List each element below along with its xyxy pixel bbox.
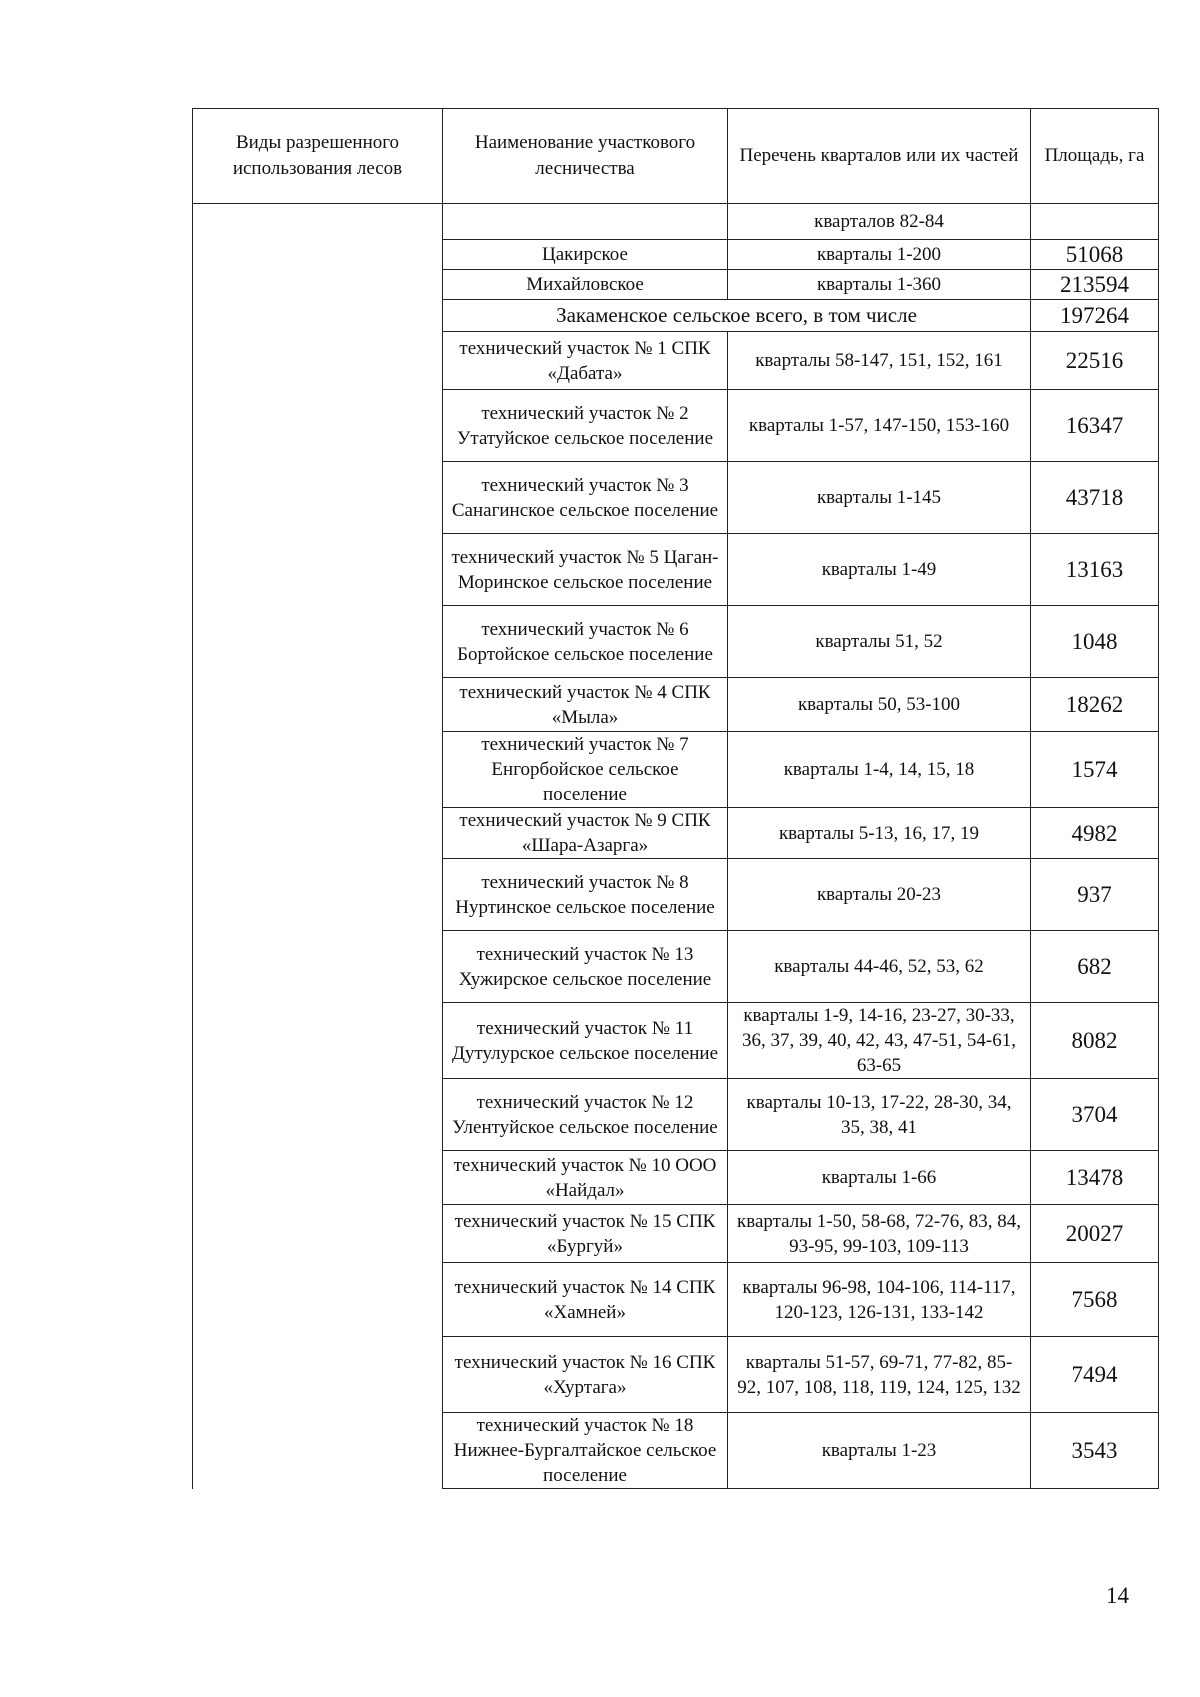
area-cell: 13478 bbox=[1031, 1151, 1159, 1205]
area-cell: 213594 bbox=[1031, 270, 1159, 300]
forestry-name-cell: технический участок № 18 Нижнее-Бургалтайское сельское поселение bbox=[443, 1413, 728, 1489]
forestry-name-cell: технический участок № 8 Нуртинское сельское поселение bbox=[443, 859, 728, 931]
usage-type-cell bbox=[193, 204, 443, 1489]
forestry-name-cell: технический участок № 2 Утатуйское сельское поселение bbox=[443, 390, 728, 462]
area-cell: 197264 bbox=[1031, 300, 1159, 332]
table-row bbox=[193, 204, 1159, 240]
quarters-cell: кварталы 44-46, 52, 53, 62 bbox=[728, 931, 1031, 1003]
quarters-cell: кварталы 1-200 bbox=[728, 240, 1031, 270]
area-cell: 8082 bbox=[1031, 1003, 1159, 1079]
forestry-name-cell: Михайловское bbox=[443, 270, 728, 300]
forestry-name-cell: технический участок № 15 СПК «Бургуй» bbox=[443, 1205, 728, 1263]
area-cell: 3704 bbox=[1031, 1079, 1159, 1151]
quarters-cell: кварталы 1-9, 14-16, 23-27, 30-33, 36, 37, 39, 40, 42, 43, 47-51, 54-61, 63-65 bbox=[728, 1003, 1031, 1079]
area-cell: 13163 bbox=[1031, 534, 1159, 606]
area-cell: 51068 bbox=[1031, 240, 1159, 270]
area-cell bbox=[1031, 204, 1159, 240]
table-body bbox=[193, 204, 1159, 1489]
quarters-cell: кварталы 1-50, 58-68, 72-76, 83, 84, 93-95, 99-103, 109-113 bbox=[728, 1205, 1031, 1263]
quarters-cell: кварталы 1-66 bbox=[728, 1151, 1031, 1205]
forestry-name-cell: Цакирское bbox=[443, 240, 728, 270]
forestry-total-cell: Закаменское сельское всего, в том числе bbox=[443, 300, 1031, 332]
quarters-cell: кварталы 5-13, 16, 17, 19 bbox=[728, 808, 1031, 859]
area-cell: 3543 bbox=[1031, 1413, 1159, 1489]
quarters-cell: кварталы 58-147, 151, 152, 161 bbox=[728, 332, 1031, 390]
forestry-name-cell: технический участок № 4 СПК «Мыла» bbox=[443, 678, 728, 732]
area-cell: 4982 bbox=[1031, 808, 1159, 859]
quarters-cell: кварталы 96-98, 104-106, 114-117, 120-123, 126-131, 133-142 bbox=[728, 1263, 1031, 1337]
quarters-cell: кварталов 82-84 bbox=[728, 204, 1031, 240]
header-area: Площадь, га bbox=[1031, 109, 1159, 204]
forestry-name-cell: технический участок № 14 СПК «Хамней» bbox=[443, 1263, 728, 1337]
forestry-name-cell: технический участок № 7 Енгорбойское сельское поселение bbox=[443, 732, 728, 808]
quarters-cell: кварталы 1-4, 14, 15, 18 bbox=[728, 732, 1031, 808]
area-cell: 937 bbox=[1031, 859, 1159, 931]
quarters-cell: кварталы 1-145 bbox=[728, 462, 1031, 534]
quarters-cell: кварталы 20-23 bbox=[728, 859, 1031, 931]
forestry-name-cell: технический участок № 12 Улентуйское сельское поселение bbox=[443, 1079, 728, 1151]
forestry-name-cell: технический участок № 6 Бортойское сельское поселение bbox=[443, 606, 728, 678]
quarters-cell: кварталы 1-49 bbox=[728, 534, 1031, 606]
quarters-cell: кварталы 1-360 bbox=[728, 270, 1031, 300]
quarters-cell: кварталы 51, 52 bbox=[728, 606, 1031, 678]
header-quarters-list: Перечень кварталов или их частей bbox=[728, 109, 1031, 204]
area-cell: 43718 bbox=[1031, 462, 1159, 534]
header-forestry-name: Наименование участкового лесничества bbox=[443, 109, 728, 204]
area-cell: 20027 bbox=[1031, 1205, 1159, 1263]
forest-use-table bbox=[192, 108, 1159, 1489]
area-cell: 18262 bbox=[1031, 678, 1159, 732]
area-cell: 22516 bbox=[1031, 332, 1159, 390]
area-cell: 16347 bbox=[1031, 390, 1159, 462]
forestry-name-cell: технический участок № 3 Санагинское сельское поселение bbox=[443, 462, 728, 534]
forestry-name-cell: технический участок № 11 Дутулурское сельское поселение bbox=[443, 1003, 728, 1079]
quarters-cell: кварталы 1-57, 147-150, 153-160 bbox=[728, 390, 1031, 462]
area-cell: 7494 bbox=[1031, 1337, 1159, 1413]
area-cell: 682 bbox=[1031, 931, 1159, 1003]
page-number: 14 bbox=[1106, 1583, 1129, 1608]
area-cell: 1048 bbox=[1031, 606, 1159, 678]
quarters-cell: кварталы 10-13, 17-22, 28-30, 34, 35, 38, 41 bbox=[728, 1079, 1031, 1151]
forestry-name-cell: технический участок № 13 Хужирское сельское поселение bbox=[443, 931, 728, 1003]
forestry-name-cell: технический участок № 5 Цаган-Моринское сельское поселение bbox=[443, 534, 728, 606]
table-header-row bbox=[193, 109, 1159, 204]
forestry-name-cell: технический участок № 9 СПК «Шара-Азарга» bbox=[443, 808, 728, 859]
quarters-cell: кварталы 1-23 bbox=[728, 1413, 1031, 1489]
area-cell: 7568 bbox=[1031, 1263, 1159, 1337]
quarters-cell: кварталы 51-57, 69-71, 77-82, 85-92, 107, 108, 118, 119, 124, 125, 132 bbox=[728, 1337, 1031, 1413]
forestry-name-cell: технический участок № 1 СПК «Дабата» bbox=[443, 332, 728, 390]
forestry-name-cell bbox=[443, 204, 728, 240]
header-usage-type: Виды разрешенного использования лесов bbox=[193, 109, 443, 204]
forestry-name-cell: технический участок № 16 СПК «Хуртага» bbox=[443, 1337, 728, 1413]
forestry-name-cell: технический участок № 10 ООО «Найдал» bbox=[443, 1151, 728, 1205]
quarters-cell: кварталы 50, 53-100 bbox=[728, 678, 1031, 732]
area-cell: 1574 bbox=[1031, 732, 1159, 808]
